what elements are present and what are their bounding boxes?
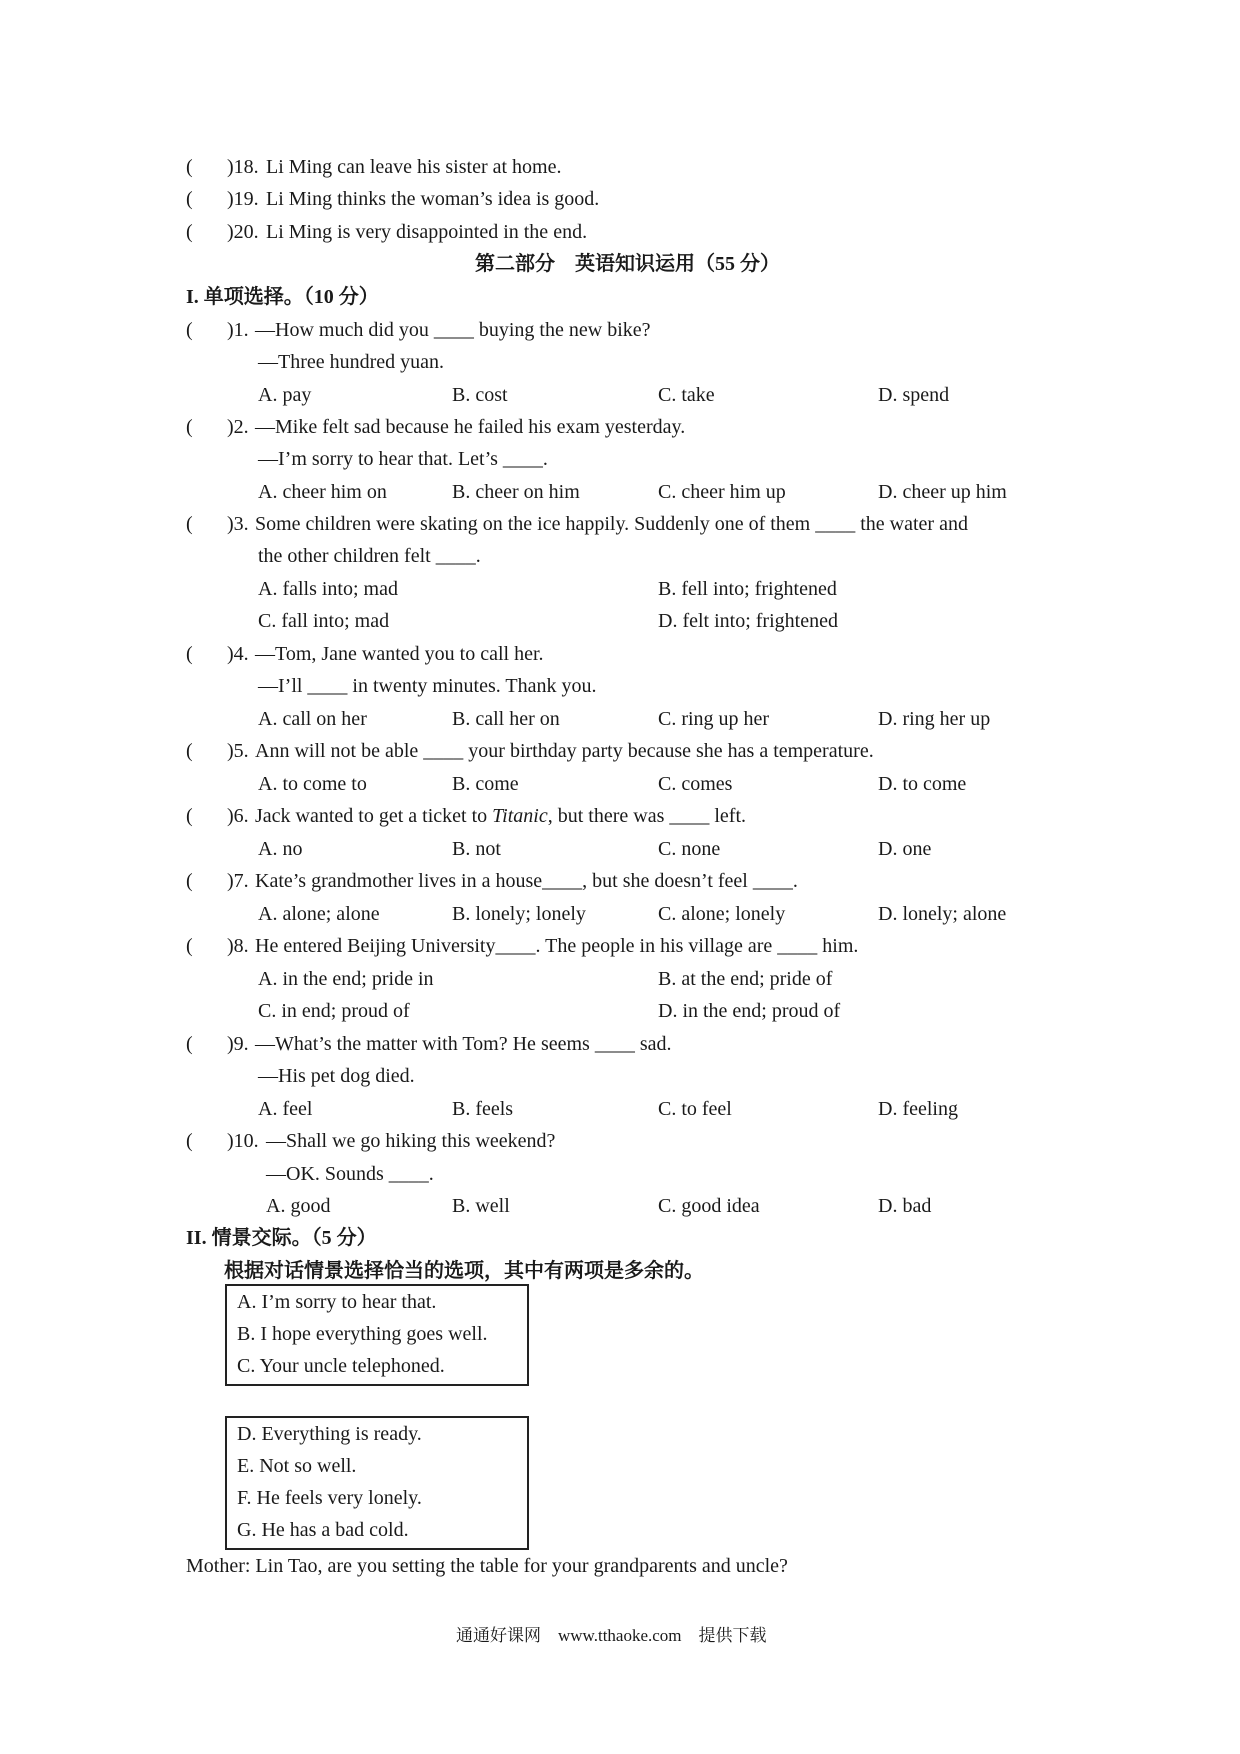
- question-number: )10.: [227, 1130, 259, 1152]
- option-c: C. alone; lonely: [658, 903, 786, 925]
- option-d: D. one: [878, 838, 932, 860]
- question-stem: —Mike felt sad because he failed his exam yesterday.: [255, 416, 686, 438]
- question-stem-line2: —I’ll ____ in twenty minutes. Thank you.: [258, 675, 597, 697]
- answer-paren: (: [186, 935, 193, 957]
- question-number: )19.: [227, 188, 259, 210]
- question-number: )8.: [227, 935, 249, 957]
- box-option: A. I’m sorry to hear that.: [237, 1291, 437, 1313]
- option-a: A. call on her: [258, 708, 367, 730]
- page-footer: 通通好课网 www.tthaoke.com 提供下载: [456, 1626, 767, 1645]
- option-a: A. to come to: [258, 773, 367, 795]
- option-c: C. none: [658, 838, 721, 860]
- option-c: C. to feel: [658, 1098, 732, 1120]
- option-d: D. in the end; proud of: [658, 1000, 841, 1022]
- option-b: B. lonely; lonely: [452, 903, 586, 925]
- question-number: )3.: [227, 513, 249, 535]
- stem-part: , but there was ____ left.: [547, 805, 746, 827]
- question-stem: Ann will not be able ____ your birthday party because she has a temperature.: [255, 740, 874, 762]
- option-b: B. well: [452, 1195, 510, 1217]
- option-d: D. feeling: [878, 1098, 958, 1120]
- section-instruction: 根据对话情景选择恰当的选项，其中有两项是多余的。: [224, 1260, 704, 1282]
- question-number: )6.: [227, 805, 249, 827]
- option-d: D. bad: [878, 1195, 932, 1217]
- option-b: B. cheer on him: [452, 481, 580, 503]
- answer-paren: (: [186, 870, 193, 892]
- section-title: II. 情景交际。（5 分）: [186, 1227, 377, 1249]
- option-b: B. call her on: [452, 708, 560, 730]
- question-stem-line2: —OK. Sounds ____.: [266, 1163, 434, 1185]
- option-c: C. in end; proud of: [258, 1000, 410, 1022]
- statement-text: Li Ming can leave his sister at home.: [266, 156, 562, 178]
- answer-paren: (: [186, 740, 193, 762]
- statement-text: Li Ming is very disappointed in the end.: [266, 221, 588, 243]
- option-d: D. spend: [878, 384, 950, 406]
- question-stem: Some children were skating on the ice happily. Suddenly one of them ____ the water and: [255, 513, 968, 535]
- question-stem: —Shall we go hiking this weekend?: [266, 1130, 556, 1152]
- option-d: D. felt into; frightened: [658, 610, 838, 632]
- option-b: B. come: [452, 773, 519, 795]
- option-a: A. pay: [258, 384, 312, 406]
- answer-paren: (: [186, 156, 193, 178]
- statement-text: Li Ming thinks the woman’s idea is good.: [266, 188, 600, 210]
- option-b: B. fell into; frightened: [658, 578, 837, 600]
- question-number: )4.: [227, 643, 249, 665]
- question-number: )1.: [227, 319, 249, 341]
- box-option: G. He has a bad cold.: [237, 1519, 409, 1541]
- box-option: B. I hope everything goes well.: [237, 1323, 488, 1345]
- question-stem-line2: the other children felt ____.: [258, 545, 481, 567]
- option-c: C. comes: [658, 773, 733, 795]
- question-number: )9.: [227, 1033, 249, 1055]
- answer-paren: (: [186, 513, 193, 535]
- option-c: C. take: [658, 384, 715, 406]
- option-d: D. ring her up: [878, 708, 991, 730]
- options-box-1: [225, 1284, 529, 1386]
- option-c: C. fall into; mad: [258, 610, 390, 632]
- option-a: A. no: [258, 838, 303, 860]
- film-title: Titanic: [492, 805, 548, 827]
- question-number: )20.: [227, 221, 259, 243]
- answer-paren: (: [186, 416, 193, 438]
- option-c: C. good idea: [658, 1195, 760, 1217]
- question-number: )5.: [227, 740, 249, 762]
- box-option: C. Your uncle telephoned.: [237, 1355, 445, 1377]
- answer-paren: (: [186, 221, 193, 243]
- option-a: A. falls into; mad: [258, 578, 398, 600]
- option-a: A. feel: [258, 1098, 313, 1120]
- option-c: C. cheer him up: [658, 481, 786, 503]
- part-title: 第二部分 英语知识运用（55 分）: [475, 253, 780, 275]
- question-stem: —How much did you ____ buying the new bike?: [255, 319, 651, 341]
- option-a: A. in the end; pride in: [258, 968, 434, 990]
- question-number: )2.: [227, 416, 249, 438]
- option-b: B. at the end; pride of: [658, 968, 833, 990]
- question-stem: He entered Beijing University____. The people in his village are ____ him.: [255, 935, 859, 957]
- question-number: )7.: [227, 870, 249, 892]
- box-option: F. He feels very lonely.: [237, 1487, 422, 1509]
- dialogue-line: Mother: Lin Tao, are you setting the table for your grandparents and uncle?: [186, 1555, 788, 1577]
- answer-paren: (: [186, 188, 193, 210]
- box-option: E. Not so well.: [237, 1455, 357, 1477]
- question-stem: —Tom, Jane wanted you to call her.: [255, 643, 544, 665]
- answer-paren: (: [186, 1033, 193, 1055]
- question-number: )18.: [227, 156, 259, 178]
- option-a: A. good: [266, 1195, 331, 1217]
- option-b: B. not: [452, 838, 501, 860]
- option-d: D. to come: [878, 773, 967, 795]
- section-title: I. 单项选择。（10 分）: [186, 286, 379, 308]
- question-stem-line2: —Three hundred yuan.: [258, 351, 445, 373]
- answer-paren: (: [186, 643, 193, 665]
- question-stem: —What’s the matter with Tom? He seems ____ sad.: [255, 1033, 672, 1055]
- option-c: C. ring up her: [658, 708, 770, 730]
- option-b: B. feels: [452, 1098, 514, 1120]
- question-stem-line2: —I’m sorry to hear that. Let’s ____.: [258, 448, 548, 470]
- options-box-2: [225, 1416, 529, 1550]
- question-stem: Kate’s grandmother lives in a house____, but she doesn’t feel ____.: [255, 870, 798, 892]
- option-d: D. cheer up him: [878, 481, 1007, 503]
- answer-paren: (: [186, 805, 193, 827]
- answer-paren: (: [186, 1130, 193, 1152]
- option-a: A. alone; alone: [258, 903, 380, 925]
- stem-part: Jack wanted to get a ticket to: [255, 805, 493, 827]
- answer-paren: (: [186, 319, 193, 341]
- option-b: B. cost: [452, 384, 508, 406]
- box-option: D. Everything is ready.: [237, 1423, 422, 1445]
- option-a: A. cheer him on: [258, 481, 387, 503]
- question-stem-line2: —His pet dog died.: [258, 1065, 415, 1087]
- option-d: D. lonely; alone: [878, 903, 1007, 925]
- question-stem: [255, 802, 746, 830]
